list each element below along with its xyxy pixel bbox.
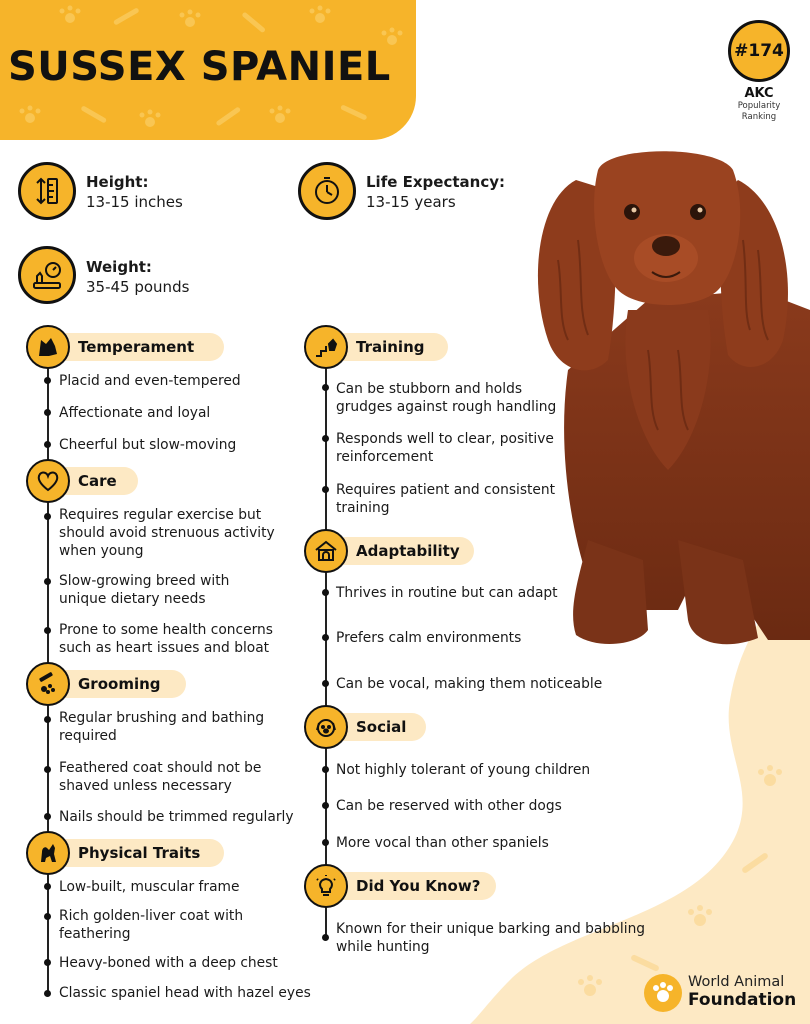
- care-item-1: [59, 506, 309, 560]
- bullet-dot: [44, 441, 51, 448]
- rank-org: AKC: [744, 86, 774, 101]
- section-temperament: Temperament: [52, 333, 224, 361]
- didyouknow-item-1: [336, 920, 696, 956]
- adaptability-item-3: Can be vocal, making them noticeable: [336, 676, 603, 692]
- bullet-dot: [44, 990, 51, 997]
- care-item-3: [59, 621, 309, 657]
- bullet-dot: [44, 409, 51, 416]
- social-item-1: Not highly tolerant of young children: [336, 762, 591, 778]
- training-item-1: [336, 380, 586, 416]
- temperament-item-2: Affectionate and loyal: [59, 405, 211, 421]
- height-stat: [86, 172, 183, 212]
- right-timeline: [325, 362, 327, 940]
- bullet-dot: [322, 384, 329, 391]
- bullet-dot: [322, 839, 329, 846]
- brand-logo-icon: [644, 974, 682, 1012]
- section-training: Training: [330, 333, 448, 361]
- bullet-dot: [44, 377, 51, 384]
- bullet-dot: [44, 513, 51, 520]
- grooming-item-1: [59, 709, 309, 745]
- bullet-dot: [44, 913, 51, 920]
- lightbulb-icon: [304, 864, 348, 908]
- social-item-2: Can be reserved with other dogs: [336, 798, 562, 814]
- dog-house-icon: [304, 529, 348, 573]
- section-adaptability: Adaptability: [330, 537, 474, 565]
- physical-item-4: [59, 984, 339, 1002]
- temperament-item-1: Placid and even-tempered: [59, 373, 241, 389]
- height-label: Height:: [86, 173, 149, 191]
- height-value: 13-15 inches: [86, 193, 183, 211]
- section-care: Care: [52, 467, 138, 495]
- grooming-item-2-line: Feathered coat should not be shaved unless necessary: [59, 760, 262, 794]
- section-grooming: Grooming: [52, 670, 186, 698]
- dog-silhouette-icon: [26, 831, 70, 875]
- dog-face-icon: [304, 705, 348, 749]
- bullet-dot: [322, 435, 329, 442]
- social-item-3: More vocal than other spaniels: [336, 835, 549, 851]
- grooming-item-1-line: Regular brushing and bathing required: [59, 710, 265, 744]
- bullet-dot: [322, 589, 329, 596]
- title-banner: [0, 0, 416, 140]
- training-item-2: [336, 430, 586, 466]
- training-icon: [304, 325, 348, 369]
- bullet-dot: [44, 578, 51, 585]
- rank-caption-line2: Ranking: [741, 112, 777, 122]
- bullet-dot: [322, 934, 329, 941]
- bullet-dot: [322, 486, 329, 493]
- brand-line2: Foundation: [688, 990, 797, 1010]
- brand-line1: World Animal: [688, 974, 785, 990]
- life-expectancy-stat: [366, 172, 505, 212]
- bullet-dot: [322, 680, 329, 687]
- physical-item-1: [59, 878, 309, 896]
- life-label: Life Expectancy:: [366, 173, 505, 191]
- physical-item-2-line: Rich golden-liver coat with feathering: [59, 908, 244, 942]
- training-item-2-line: Responds well to clear, positive reinforcement: [336, 431, 554, 465]
- physical-item-4-line: Classic spaniel head with hazel eyes: [59, 985, 311, 1001]
- scale-icon: [18, 246, 76, 304]
- bullet-dot: [44, 959, 51, 966]
- physical-item-2: [59, 907, 309, 943]
- adaptability-item-2: Prefers calm environments: [336, 630, 522, 646]
- grooming-item-3: [59, 808, 321, 826]
- heart-paw-icon: [26, 459, 70, 503]
- ruler-icon: [18, 162, 76, 220]
- physical-item-1-line: Low-built, muscular frame: [59, 879, 240, 895]
- grooming-item-3-line: Nails should be trimmed regularly: [59, 809, 294, 825]
- grooming-item-2: [59, 759, 309, 795]
- bullet-dot: [44, 627, 51, 634]
- popularity-rank-badge: #174: [728, 20, 790, 82]
- didyouknow-item-1-line: Known for their unique barking and babbling while hunting: [336, 921, 646, 955]
- weight-value: 35-45 pounds: [86, 278, 190, 296]
- bullet-dot: [44, 766, 51, 773]
- training-item-3: [336, 481, 586, 517]
- world-animal-foundation-logo: [644, 968, 804, 1016]
- bullet-dot: [44, 883, 51, 890]
- grooming-icon: [26, 662, 70, 706]
- physical-item-3: [59, 954, 321, 972]
- weight-label: Weight:: [86, 258, 152, 276]
- section-did-you-know: Did You Know?: [330, 872, 496, 900]
- temperament-item-3: Cheerful but slow-moving: [59, 437, 237, 453]
- bullet-dot: [44, 813, 51, 820]
- rank-caption: [714, 86, 804, 123]
- section-social: Social: [330, 713, 426, 741]
- section-physical-traits: Physical Traits: [52, 839, 224, 867]
- bullet-dot: [322, 634, 329, 641]
- care-item-3-line: Prone to some health concerns such as heart issues and bloat: [59, 622, 273, 656]
- training-item-1-line: Can be stubborn and holds grudges against rough handling: [336, 381, 557, 415]
- physical-item-3-line: Heavy-boned with a deep chest: [59, 955, 278, 971]
- care-item-1-line: Requires regular exercise but should avoid strenuous activity when young: [59, 507, 275, 559]
- bullet-dot: [322, 802, 329, 809]
- weight-stat: [86, 257, 189, 297]
- training-item-3-line: Requires patient and consistent training: [336, 482, 556, 516]
- bullet-dot: [322, 766, 329, 773]
- care-item-2-line: Slow-growing breed with unique dietary needs: [59, 573, 230, 607]
- life-value: 13-15 years: [366, 193, 456, 211]
- page-title: SUSSEX SPANIEL: [8, 44, 391, 90]
- rank-caption-line1: Popularity: [737, 101, 781, 111]
- bullet-dot: [44, 716, 51, 723]
- care-item-2: [59, 572, 309, 608]
- clock-icon: [298, 162, 356, 220]
- adaptability-item-1: Thrives in routine but can adapt: [336, 585, 558, 601]
- dog-head-icon: [26, 325, 70, 369]
